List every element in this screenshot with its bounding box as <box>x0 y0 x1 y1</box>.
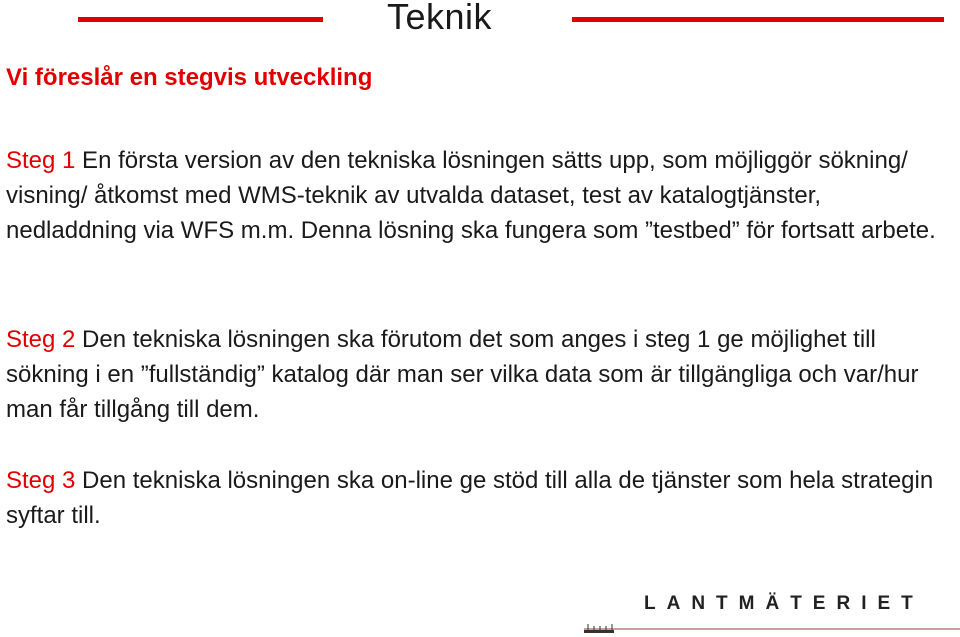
step-3-text: Den tekniska lösningen ska on-line ge stöd till alla de tjänster som hela strategin syftar till. <box>6 467 934 529</box>
page-subtitle: Vi föreslår en stegvis utveckling <box>6 64 373 91</box>
title-row <box>0 0 960 40</box>
lantmateriet-logo <box>584 582 960 637</box>
step-2-text: Den tekniska lösningen ska förutom det som anges i steg 1 ge möjlighet till sökning i en ”fullständig” katalog där man ser vilka data som är tillgängliga och var/hur man får tillgång till dem. <box>6 326 919 423</box>
step-1-paragraph <box>6 143 956 248</box>
title-rule-left <box>78 17 323 22</box>
title-rule-right <box>572 17 944 22</box>
logo-text: LANTMÄTERIET <box>644 593 924 614</box>
page-title: Teknik <box>387 0 493 37</box>
step-2-label: Steg 2 <box>6 326 76 353</box>
logo-scale-bar-icon <box>584 624 960 634</box>
step-1-text: En första version av den tekniska lösningen sätts upp, som möjliggör sökning/ visning/ åtkomst med WMS-teknik av utvalda dataset, test av katalogtjänster, nedladdning via WFS m.m. Denna lösning ska fungera som ”testbed” för fortsatt arbete. <box>6 147 936 244</box>
step-3-label: Steg 3 <box>6 467 76 494</box>
step-1-label: Steg 1 <box>6 147 76 174</box>
step-3-paragraph <box>6 463 956 533</box>
step-2-paragraph <box>6 322 956 427</box>
